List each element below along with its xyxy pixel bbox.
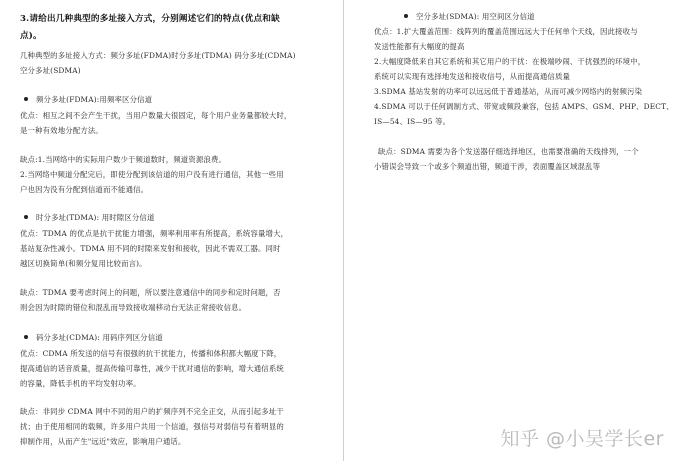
cdma-pros: 优点：CDMA 所发送的信号有很强的抗干扰能力，传播和体积都大幅度下降，: [20, 349, 282, 358]
sdma-pros-4: 4.SDMA 可以于任何调制方式、带宽或频段兼容，包括 AMPS、GSM、PHP、DECT、: [374, 102, 674, 111]
intro-text-cont: 空分多址(SDMA): [20, 66, 81, 75]
cdma-heading: 码分多址(CDMA): 用码序列区分信道: [24, 333, 163, 343]
sdma-pros-cont: 发送性能都有大幅度的提高: [374, 42, 465, 51]
sdma-pros-4-cont: IS—54、IS—95 等。: [374, 117, 451, 126]
sdma-pros: 优点：1.扩大覆盖范围：线阵列的覆盖范围远远大于任何单个天线，因此接收与: [374, 27, 638, 36]
fdma-cons: 缺点:1.当网络中的实际用户数少于频道数时，频道资源浪费。: [20, 155, 227, 164]
question-title-cont: 点)。: [20, 31, 42, 41]
fdma-pros-cont: 是一种有效地分配方法。: [20, 126, 103, 135]
cdma-pros-cont: 提高通信的话音质量，提高传输可靠性，减少干扰对通信的影响，增大通信系统: [20, 364, 284, 373]
zhihu-watermark: 知乎 @小吴学长er: [500, 428, 664, 450]
sdma-cons-cont: 小错误会导致一个或多个频道出错，频道干涉，表面覆盖区域混乱等: [374, 162, 601, 171]
tdma-heading: 时分多址(TDMA): 用时隙区分信道: [24, 213, 155, 223]
tdma-pros-cont: 基站复杂性减小。TDMA 用不同的时隙来发射和接收，因此不需双工器。同时: [20, 244, 281, 253]
page-divider: [343, 0, 344, 461]
fdma-pros: 优点：相互之间不会产生干扰，当用户数量大很固定，每个用户业务量都较大时，: [20, 111, 292, 120]
sdma-cons: 缺点：SDMA 需要为各个发送器仔细选择地区，也需要准确的天线排列，一个: [378, 147, 639, 156]
sdma-pros-2: 2.大幅度降低来自其它系统和其它用户的干扰：在极端吵闹、干扰强烈的环境中，: [374, 57, 646, 66]
intro-text: 几种典型的多址接入方式：频分多址(FDMA)时分多址(TDMA) 码分多址(CDMA): [20, 51, 296, 60]
cdma-cons-cont: 扰；由于使用相同的载频，许多用户共用一个信道，强信号对弱信号有着明显的: [20, 422, 284, 431]
sdma-pros-3: 3.SDMA 基站发射的功率可以远远低于普通基站，从而可减少网络内的射频污染: [374, 87, 643, 96]
sdma-heading: 空分多址(SDMA): 用空间区分信道: [404, 12, 535, 22]
cdma-cons-cont2: 抑制作用，从而产生"远近"效应，影响用户通话。: [20, 437, 186, 446]
left-column: [0, 0, 343, 461]
right-column: [348, 0, 692, 461]
tdma-pros: 优点：TDMA 的优点是抗干扰能力增强，频率利用率有所提高，系统容量增大，: [20, 229, 289, 238]
fdma-cons-cont: 2.当网络中频道分配完后，即使分配到该信道的用户没有进行通信，其他一些用: [20, 170, 284, 179]
tdma-cons: 缺点：TDMA 要考虑时间上的问题，所以要注意通信中的同步和定时问题，否: [20, 288, 281, 297]
question-title: 3.请给出几种典型的多址接入方式，分别阐述它们的特点(优点和缺: [20, 14, 280, 24]
sdma-pros-2-cont: 系统可以实现有选择地发送和接收信号，从而提高通信质量: [374, 72, 571, 81]
cdma-pros-cont2: 的容量，降低手机的平均发射功率。: [20, 379, 141, 388]
fdma-heading: 频分多址(FDMA):用频率区分信道: [24, 95, 152, 105]
tdma-pros-cont2: 越区切换简单(和频分复用比较而言)。: [20, 259, 147, 268]
fdma-cons-cont2: 户也因为没有分配到信道而不能通信。: [20, 185, 149, 194]
tdma-cons-cont: 则会因为时隙的错位和混乱而导致接收端移动台无法正常接收信息。: [20, 303, 247, 312]
cdma-cons: 缺点：非同步 CDMA 网中不同的用户的扩频序列不完全正交，从而引起多址干: [20, 407, 284, 416]
